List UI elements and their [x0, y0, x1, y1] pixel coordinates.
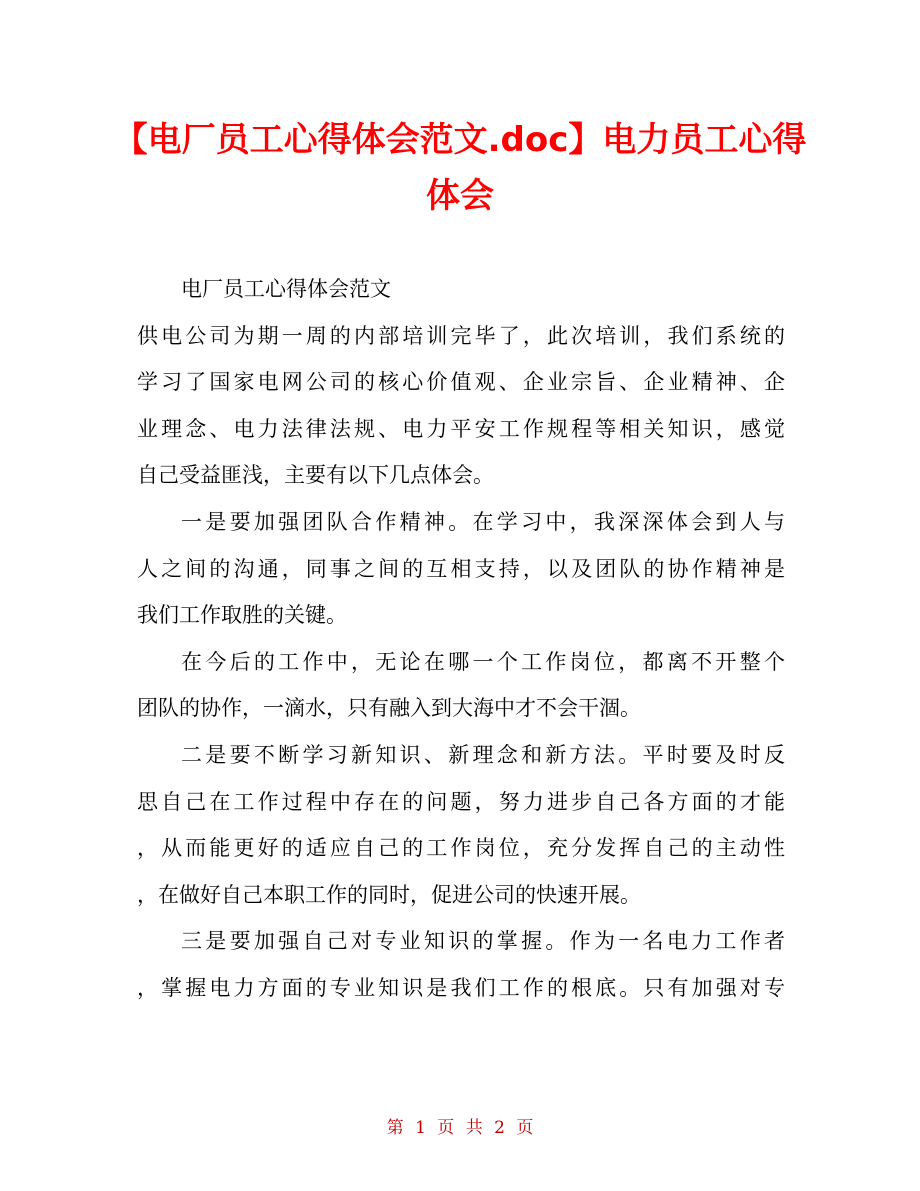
text-line: 人之间的沟通，同事之间的互相支持，以及团队的协作精神是 [137, 556, 785, 581]
text-line: ，掌握电力方面的专业知识是我们工作的根底。只有加强对专 [137, 975, 785, 1000]
text-line: 学习了国家电网公司的核心价值观、企业宗旨、企业精神、企 [137, 370, 785, 395]
text-line: 在今后的工作中，无论在哪一个工作岗位，都离不开整个 [181, 649, 785, 674]
paragraph-4 [137, 732, 785, 918]
paragraph-5 [137, 918, 785, 1011]
text-line: 三是要加强自己对专业知识的掌握。作为一名电力工作者 [181, 929, 785, 954]
document-title [100, 112, 820, 224]
paragraph-2 [137, 499, 785, 639]
text-line: 思自己在工作过程中存在的问题，努力进步自己各方面的才能 [137, 789, 785, 814]
text-line: 自己受益匪浅，主要有以下几点体会。 [137, 463, 494, 488]
text-line: 团队的协作，一滴水，只有融入到大海中才不会干涸。 [137, 696, 641, 721]
text-line: 二是要不断学习新知识、新理念和新方法。平时要及时反 [181, 742, 785, 767]
text-line: 一是要加强团队合作精神。在学习中，我深深体会到人与 [181, 509, 785, 534]
paragraph-3 [137, 639, 785, 732]
title-line-1: 【电厂员工心得体会范文.doc】电力员工心得 [113, 120, 807, 160]
text-line: ，在做好自己本职工作的同时，促进公司的快速开展。 [137, 882, 641, 907]
title-line-2: 体会 [426, 176, 494, 216]
text-line: ，从而能更好的适应自己的工作岗位，充分发挥自己的主动性 [137, 836, 785, 861]
text-line: 供电公司为期一周的内部培训完毕了，此次培训，我们系统的 [137, 323, 785, 348]
paragraph-1 [137, 313, 785, 499]
subtitle: 电厂员工心得体会范文 [181, 277, 391, 301]
document-body [137, 266, 785, 1012]
page-number-footer: 第 1 页 共 2 页 [386, 1118, 534, 1138]
text-line: 业理念、电力法律法规、电力平安工作规程等相关知识，感觉 [137, 416, 785, 441]
text-line: 我们工作取胜的关键。 [137, 603, 347, 628]
